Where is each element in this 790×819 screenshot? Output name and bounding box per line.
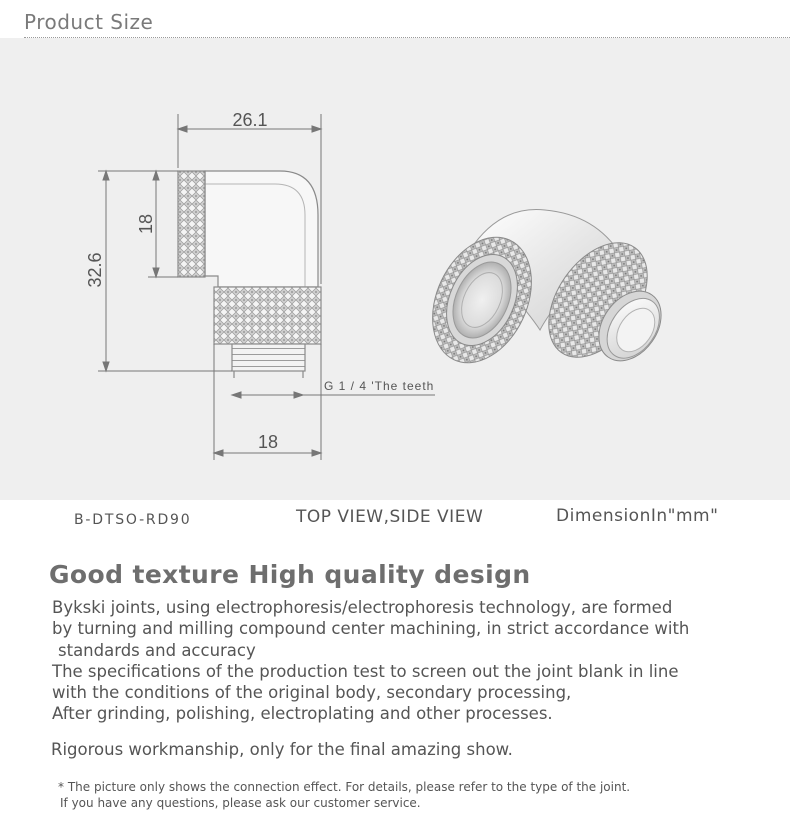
fitting-drawing — [0, 38, 790, 500]
dim-upper-height: 18 — [136, 213, 156, 235]
description-line: by turning and milling compound center machining, in strict accordance with — [52, 619, 690, 639]
description-heading: Good texture High quality design — [49, 560, 531, 589]
view-caption: TOP VIEW,SIDE VIEW — [296, 507, 484, 527]
dimension-drawing-panel — [0, 38, 790, 528]
elbow-body — [205, 171, 318, 287]
closing-statement: Rigorous workmanship, only for the final amazing show. — [51, 740, 513, 759]
dim-top-width: 26.1 — [232, 110, 268, 130]
description-paragraph — [52, 597, 752, 725]
dim-total-height: 32.6 — [85, 252, 105, 288]
upper-knurled-ring — [178, 171, 205, 277]
description-line: with the conditions of the original body, secondary processing, — [52, 683, 572, 703]
footnote-line-1: * The picture only shows the connection effect. For details, please refer to the type of the joint. — [58, 780, 631, 794]
section-title: Product Size — [24, 10, 154, 34]
units-caption: DimensionIn"mm" — [556, 506, 719, 526]
section-header — [0, 0, 790, 38]
description-line: Bykski joints, using electrophoresis/electrophoresis technology, are formed — [52, 598, 673, 617]
dim-bottom-width: 18 — [257, 432, 279, 452]
footnote — [58, 779, 630, 811]
thread-section — [232, 344, 305, 371]
description-line: standards and accuracy — [58, 640, 256, 660]
thread-label: G 1 / 4 'The teeth — [324, 379, 435, 393]
footnote-line-2: If you have any questions, please ask our customer service. — [60, 796, 421, 810]
side-view — [178, 171, 321, 378]
product-3d-view — [413, 210, 674, 379]
description-line: The specifications of the production test to screen out the joint blank in line — [52, 661, 679, 681]
model-number: B-DTSO-RD90 — [74, 512, 192, 528]
description-line: After grinding, polishing, electroplating and other processes. — [52, 704, 553, 724]
lower-knurled-ring — [214, 287, 321, 344]
